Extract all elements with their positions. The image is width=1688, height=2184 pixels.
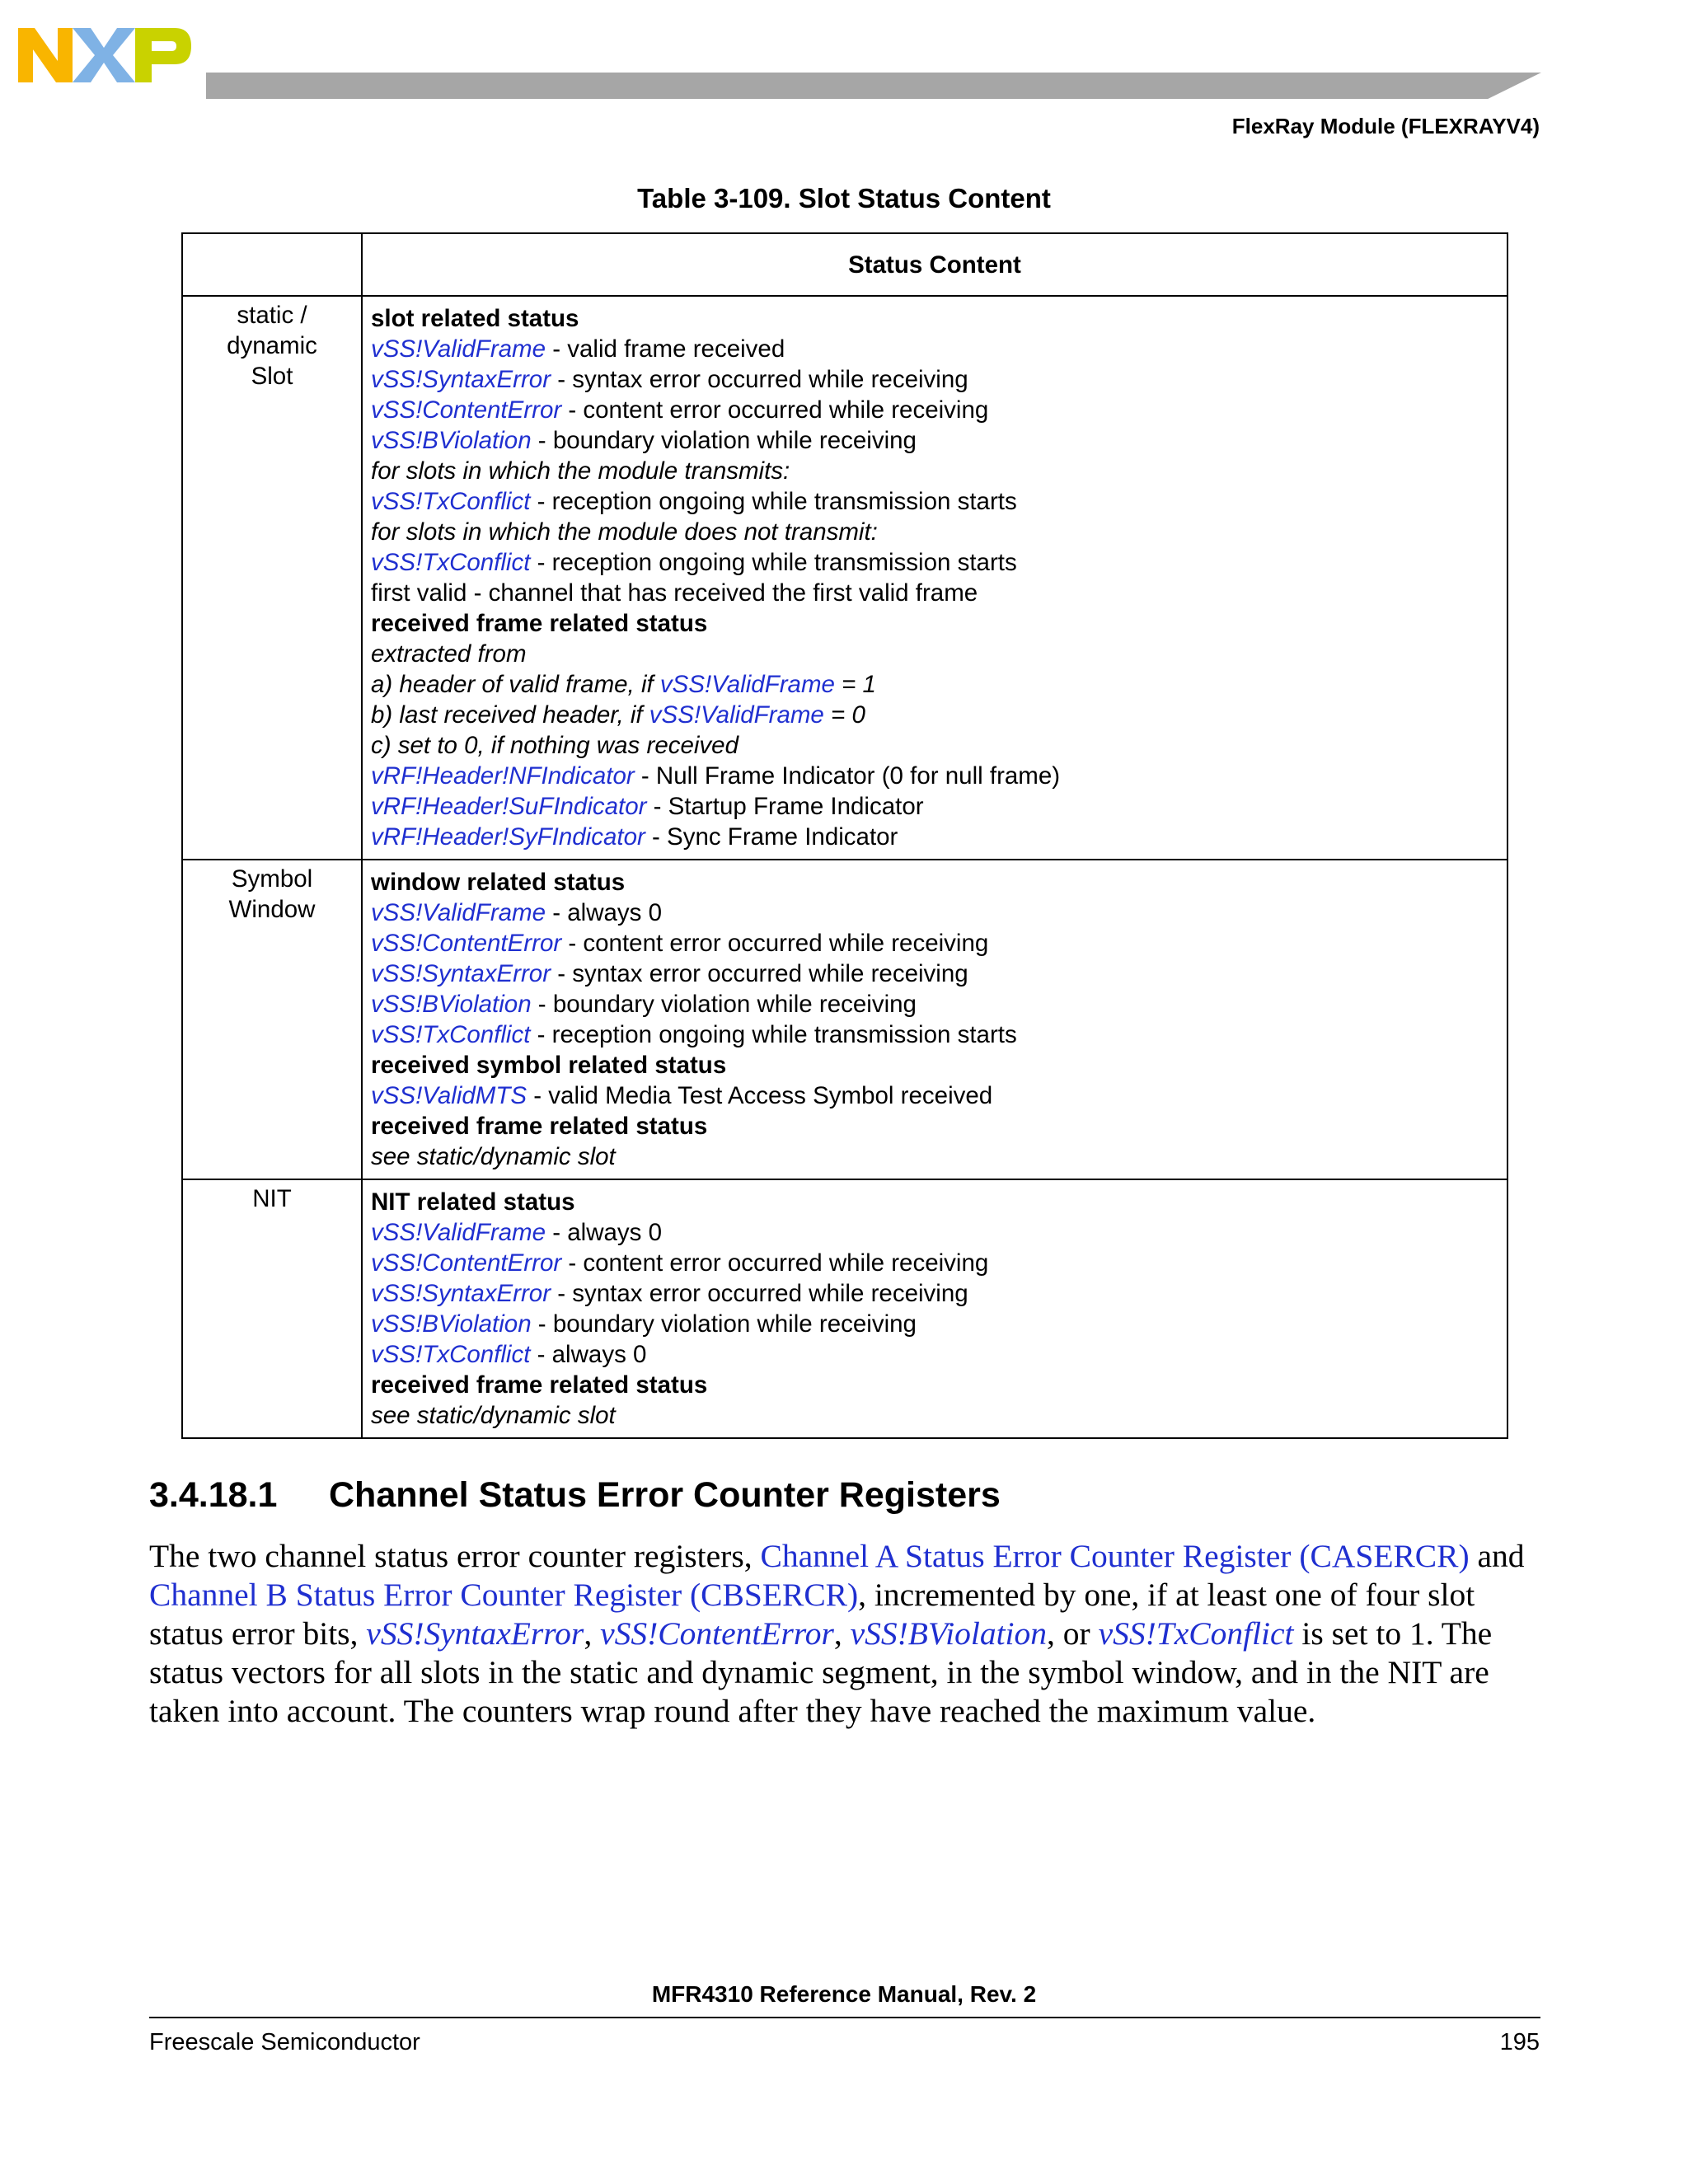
variable-link[interactable]: vSS!ContentError: [371, 396, 562, 424]
status-line: vSS!ValidFrame - always 0: [371, 899, 663, 926]
variable-link[interactable]: vSS!ValidFrame: [371, 899, 546, 926]
variable-link[interactable]: vSS!TxConflict: [371, 1021, 531, 1048]
status-line: vSS!BViolation - boundary violation while receiving: [371, 991, 917, 1018]
column-header: Status Content: [362, 233, 1507, 296]
italic-note: see static/dynamic slot: [371, 1402, 616, 1429]
variable-link[interactable]: vRF!Header!NFIndicator: [371, 762, 635, 790]
status-line: vSS!SyntaxError - syntax error occurred while receiving: [371, 960, 968, 987]
italic-note: b) last received header, if vSS!ValidFrame = 0: [371, 701, 865, 729]
variable-link[interactable]: vSS!TxConflict: [371, 549, 531, 576]
paragraph-line: The two channel status error counter registers, Channel A Status Error Counter Register (CASERCR) and: [149, 1538, 1525, 1574]
section-title: Channel Status Error Counter Registers: [329, 1475, 1001, 1515]
variable-link[interactable]: vSS!ValidFrame: [649, 701, 824, 729]
status-line: vSS!TxConflict - reception ongoing while transmission starts: [371, 488, 1017, 515]
register-link-caser[interactable]: Channel A Status Error Counter Register (CASERCR): [760, 1538, 1470, 1574]
empty-header-cell: [182, 233, 362, 296]
group-heading: window related status: [371, 869, 626, 896]
italic-note: extracted from: [371, 640, 527, 668]
variable-link[interactable]: vRF!Header!SuFIndicator: [371, 793, 647, 820]
nxp-logo: [18, 23, 191, 87]
footer-company: Freescale Semiconductor: [149, 2029, 420, 2055]
paragraph-line: status error bits, vSS!SyntaxError, vSS!ContentError, vSS!BViolation, or vSS!TxConflict is set to 1. The: [149, 1615, 1493, 1652]
group-heading: received frame related status: [371, 1371, 708, 1399]
table-header-row: [182, 233, 1507, 296]
section-number: 3.4.18.1: [149, 1475, 278, 1515]
status-line: vSS!ValidFrame - always 0: [371, 1219, 663, 1246]
status-line: vRF!Header!NFIndicator - Null Frame Indicator (0 for null frame): [371, 762, 1061, 790]
row-label-line: static /: [237, 302, 307, 329]
italic-note: a) header of valid frame, if vSS!ValidFrame = 1: [371, 671, 876, 698]
paragraph-line: taken into account. The counters wrap round after they have reached the maximum value.: [149, 1693, 1316, 1729]
row-label-line: Symbol: [231, 865, 313, 893]
variable-link[interactable]: vSS!BViolation: [371, 427, 532, 454]
variable-link[interactable]: vSS!TxConflict: [1098, 1615, 1294, 1652]
italic-note: c) set to 0, if nothing was received: [371, 732, 739, 759]
variable-link[interactable]: vSS!BViolation: [371, 1310, 532, 1338]
footer-divider: [149, 2017, 1540, 2018]
table-row-static-dynamic-slot: [182, 296, 1507, 860]
variable-link[interactable]: vRF!Header!SyFIndicator: [371, 823, 645, 851]
header-bar: [206, 73, 1541, 99]
page-number: 195: [1499, 2029, 1540, 2055]
variable-link[interactable]: vSS!ValidFrame: [371, 1219, 546, 1246]
status-content-cell: [362, 296, 1507, 860]
variable-link[interactable]: vSS!SyntaxError: [371, 960, 551, 987]
module-title: FlexRay Module (FLEXRAYV4): [1231, 114, 1540, 138]
table-row-nit: [182, 1179, 1507, 1438]
section-heading: [149, 1475, 1001, 1516]
variable-link[interactable]: vSS!ValidFrame: [371, 335, 546, 363]
status-line: vSS!SyntaxError - syntax error occurred while receiving: [371, 366, 968, 393]
status-line: vSS!TxConflict - always 0: [371, 1341, 647, 1368]
footer-title: MFR4310 Reference Manual, Rev. 2: [651, 1981, 1037, 2007]
status-line: vSS!ContentError - content error occurred while receiving: [371, 1249, 989, 1277]
row-label-cell: [182, 1179, 362, 1438]
status-line: vSS!BViolation - boundary violation while receiving: [371, 1310, 917, 1338]
variable-link[interactable]: vSS!SyntaxError: [366, 1615, 584, 1652]
row-label-line: Window: [228, 896, 316, 923]
variable-link[interactable]: vSS!ValidFrame: [659, 671, 835, 698]
variable-link[interactable]: vSS!ContentError: [600, 1615, 834, 1652]
status-line: vRF!Header!SyFIndicator - Sync Frame Indicator: [371, 823, 898, 851]
variable-link[interactable]: vSS!ContentError: [371, 930, 562, 957]
status-line: vSS!ValidMTS - valid Media Test Access Symbol received: [371, 1082, 993, 1109]
italic-note: for slots in which the module does not transmit:: [371, 518, 878, 546]
status-line: first valid - channel that has received the first valid frame: [371, 579, 978, 607]
status-line: vSS!ValidFrame - valid frame received: [371, 335, 785, 363]
variable-link[interactable]: vSS!SyntaxError: [371, 366, 551, 393]
italic-note: for slots in which the module transmits:: [371, 457, 790, 485]
body-paragraph: [149, 1537, 1534, 1731]
group-heading: received frame related status: [371, 610, 708, 637]
status-line: vSS!TxConflict - reception ongoing while transmission starts: [371, 1021, 1017, 1048]
register-link-cbser[interactable]: Channel B Status Error Counter Register (CBSERCR): [149, 1577, 859, 1613]
status-content-cell: [362, 860, 1507, 1179]
group-heading: received symbol related status: [371, 1052, 727, 1079]
variable-link[interactable]: vSS!SyntaxError: [371, 1280, 551, 1307]
row-label-line: dynamic: [227, 332, 317, 359]
status-line: vRF!Header!SuFIndicator - Startup Frame Indicator: [371, 793, 924, 820]
status-content-cell: [362, 1179, 1507, 1438]
row-label-line: NIT: [252, 1185, 292, 1212]
row-label-cell: [182, 860, 362, 1179]
status-line: vSS!TxConflict - reception ongoing while transmission starts: [371, 549, 1017, 576]
paragraph-line: Channel B Status Error Counter Register (CBSERCR), incremented by one, if at least one of four slot: [149, 1577, 1475, 1613]
row-label-line: Slot: [251, 363, 293, 390]
status-line: vSS!BViolation - boundary violation while receiving: [371, 427, 917, 454]
variable-link[interactable]: vSS!BViolation: [371, 991, 532, 1018]
status-line: vSS!ContentError - content error occurred while receiving: [371, 930, 989, 957]
status-line: vSS!ContentError - content error occurred while receiving: [371, 396, 989, 424]
row-label-cell: [182, 296, 362, 860]
group-heading: slot related status: [371, 305, 579, 332]
variable-link[interactable]: vSS!TxConflict: [371, 488, 531, 515]
paragraph-line: status vectors for all slots in the static and dynamic segment, in the symbol window, and in the NIT are: [149, 1654, 1489, 1690]
table-caption: Table 3-109. Slot Status Content: [637, 183, 1051, 213]
variable-link[interactable]: vSS!BViolation: [850, 1615, 1048, 1652]
status-line: vSS!SyntaxError - syntax error occurred while receiving: [371, 1280, 968, 1307]
slot-status-table: [181, 232, 1508, 1439]
group-heading: NIT related status: [371, 1188, 575, 1216]
variable-link[interactable]: vSS!ContentError: [371, 1249, 562, 1277]
group-heading: received frame related status: [371, 1113, 708, 1140]
variable-link[interactable]: vSS!ValidMTS: [371, 1082, 528, 1109]
variable-link[interactable]: vSS!TxConflict: [371, 1341, 531, 1368]
table-row-symbol-window: [182, 860, 1507, 1179]
italic-note: see static/dynamic slot: [371, 1143, 616, 1170]
